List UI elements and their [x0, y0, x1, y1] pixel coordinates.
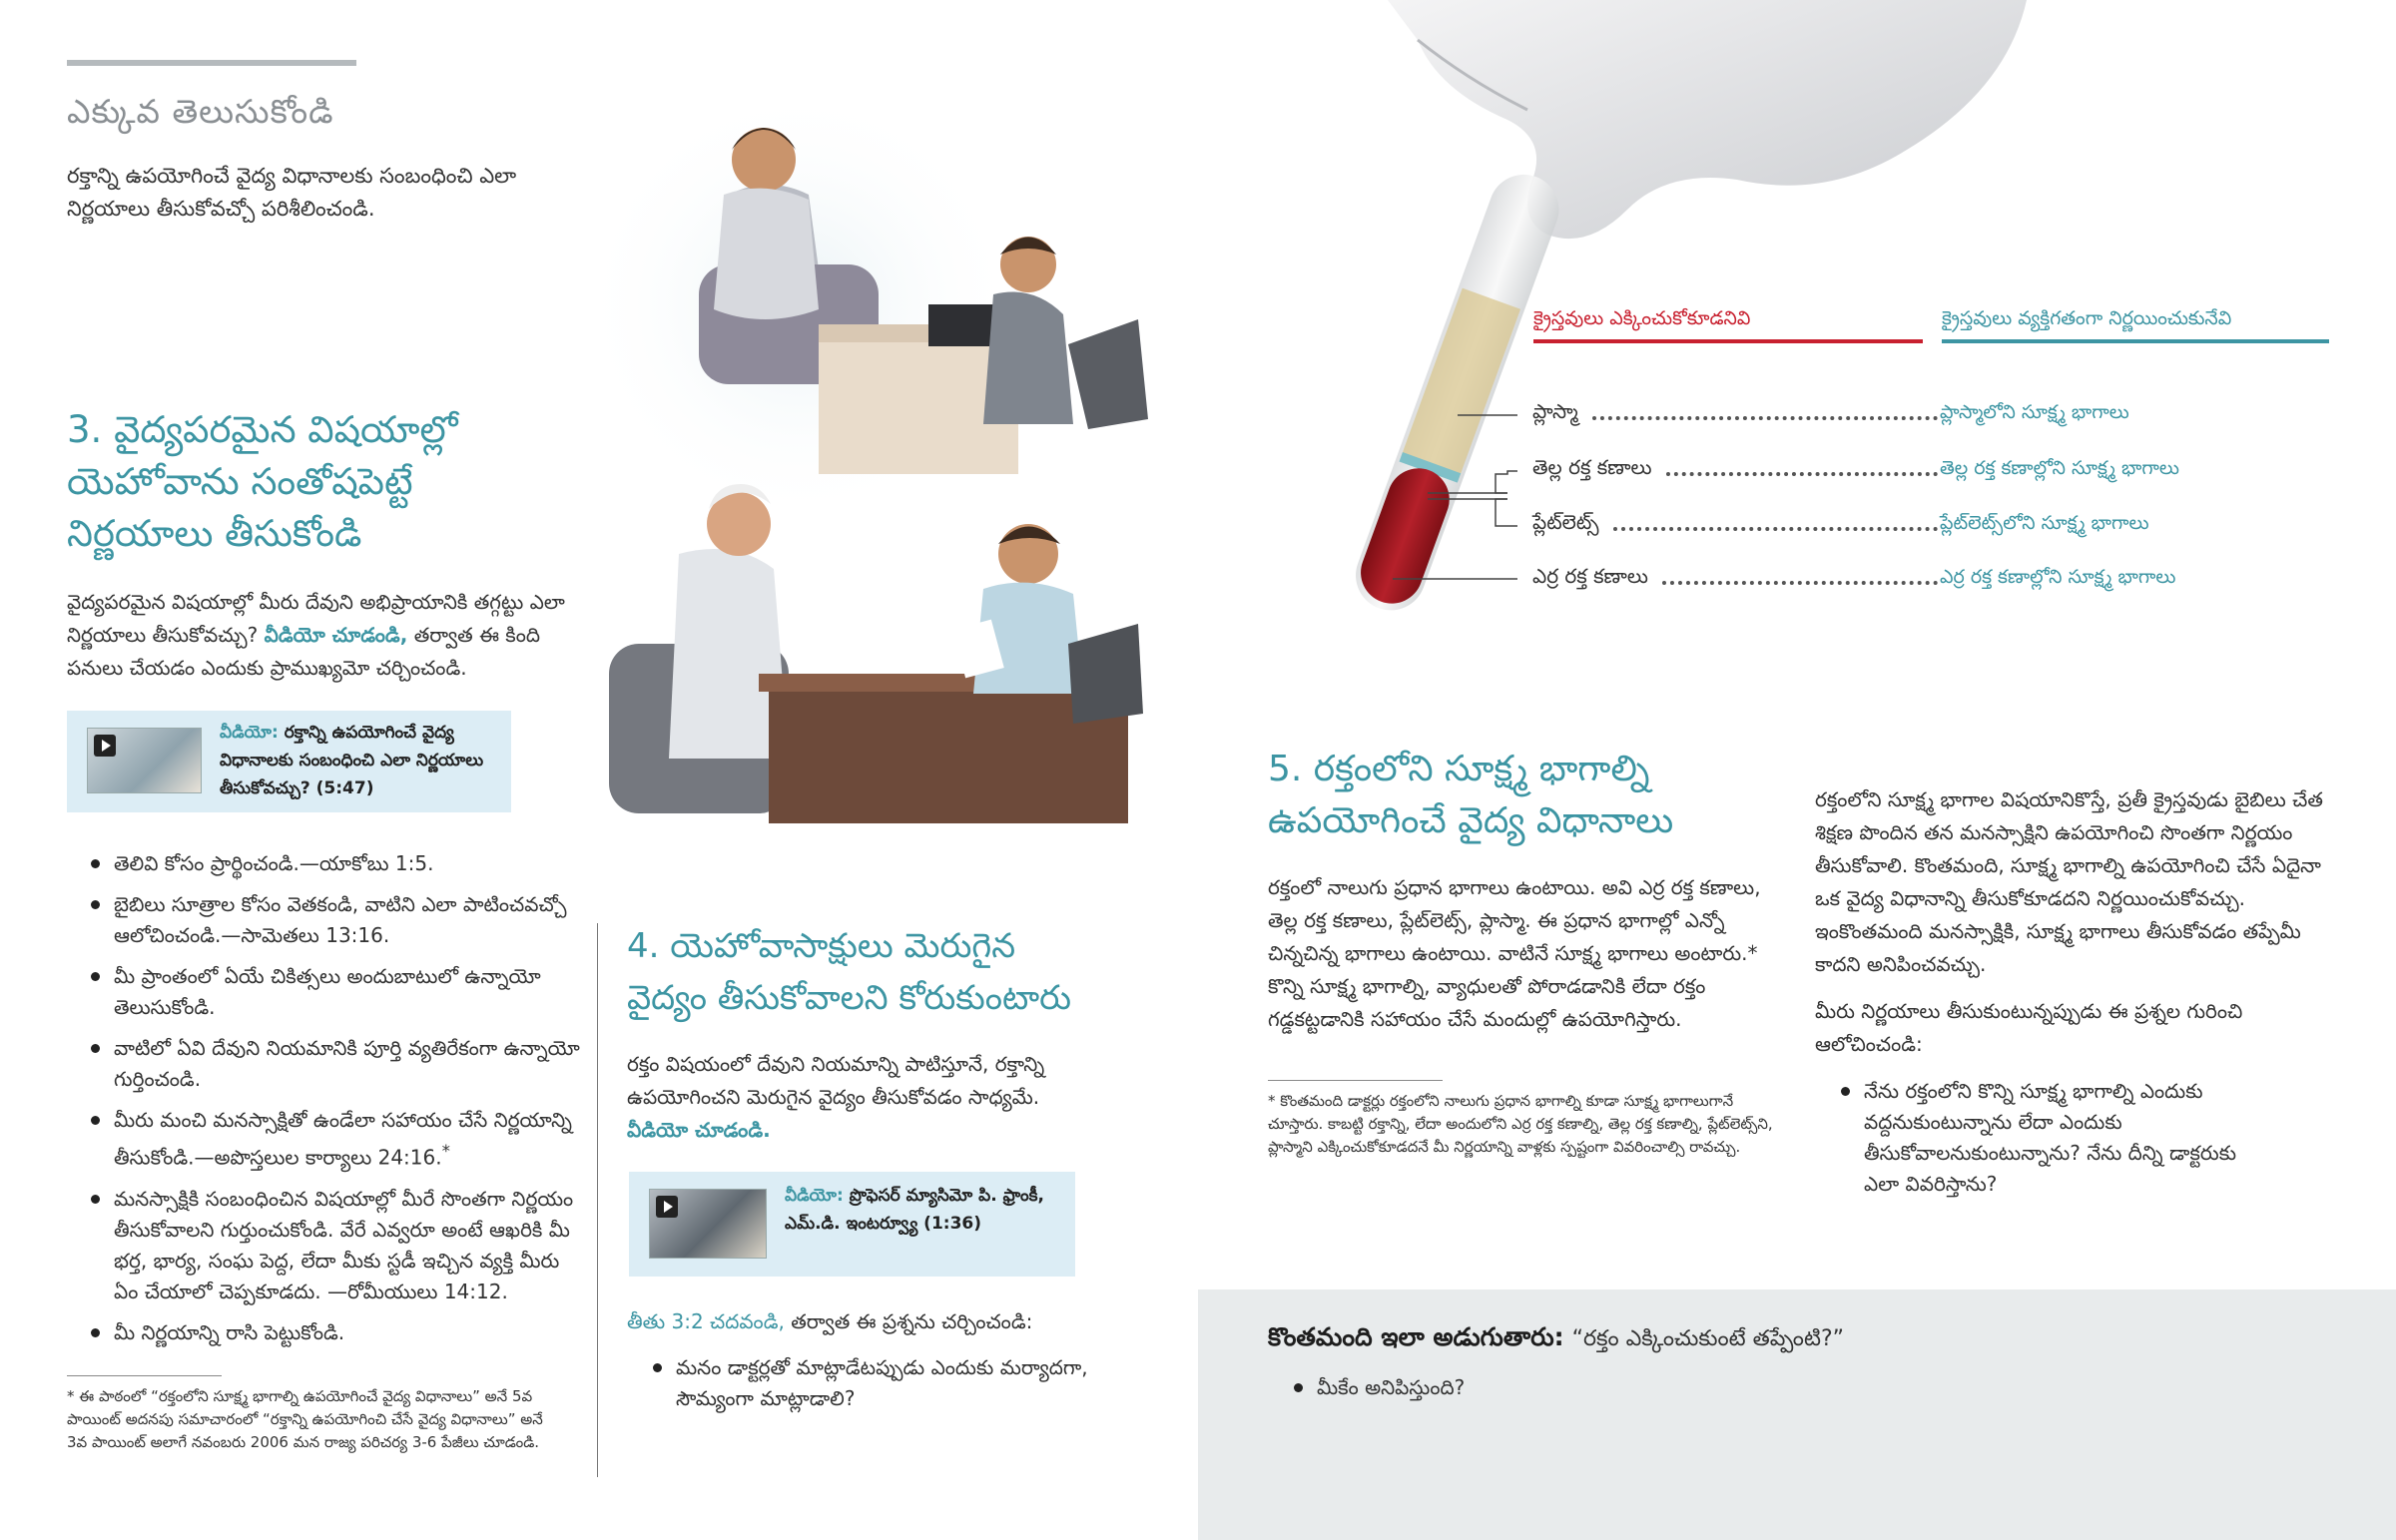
- list-item: నేను రక్తంలోని కొన్ని సూక్ష్మ భాగాల్ని ఎందుకు వద్దనుకుంటున్నాను లేదా ఎందుకు తీసుకోవాలనుకుంటున్నాను? నేను దీన్ని డాక్టరుకు ఎలా వివరిస్తాను?: [1817, 1076, 2276, 1200]
- some-ask-quote: “రక్తం ఎక్కించుకుంటే తప్పేంటి?”: [1571, 1326, 1845, 1351]
- section3-text: వైద్యపరమైన విషయాల్లో మీరు దేవుని అభిప్రాయానికి తగ్గట్టు ఎలా నిర్ణయాలు తీసుకోవచ్చు?: [67, 590, 565, 647]
- video-caption: [220, 719, 494, 802]
- list-item: [67, 1105, 586, 1174]
- video-thumbnail[interactable]: [87, 728, 202, 793]
- component-name: తెల్ల రక్త కణాలు: [1532, 455, 1652, 479]
- read-scripture-text: తర్వాత ఈ ప్రశ్నను చర్చించండి:: [791, 1309, 1033, 1333]
- some-ask-list: [1270, 1372, 1769, 1413]
- learn-more-heading: ఎక్కువ తెలుసుకోండి: [67, 92, 334, 131]
- watch-video-link[interactable]: వీడియో చూడండి.: [627, 1118, 771, 1142]
- video-title: రక్తాన్ని ఉపయోగించే వైద్య విధానాలకు సంబంధించి ఎలా నిర్ణయాలు తీసుకోవచ్చు?: [220, 723, 484, 798]
- section5-footnote: * కొంతమంది డాక్టర్లు రక్తంలోని నాలుగు ప్రధాన భాగాల్ని కూడా సూక్ష్మ భాగాలుగానే చూస్తారు. కాబట్టి రక్తాన్ని, లేదా అందులోని ఎర్ర రక్త కణాల్ని, తెల్ల రక్త కణాల్ని, ప్లేట్‌లెట్స్‌ని, ప్లాస్మాని ఎక్కించుకోకూడదనే మీ నిర్ణయాన్ని వాళ్లకు స్పష్టంగా వివరించాల్సి రావచ్చు.: [1268, 1092, 1773, 1156]
- table-row: [1532, 455, 1952, 484]
- table-row: [1532, 399, 1952, 428]
- read-scripture-link[interactable]: తీతు 3:2 చదవండి,: [627, 1309, 785, 1333]
- column-divider: [597, 923, 598, 1477]
- footnote-rule: [1268, 1080, 1443, 1081]
- list-item: వాటిలో ఏవి దేవుని నియమానికి పూర్తి వ్యతిరేకంగా ఉన్నాయో గుర్తించండి.: [67, 1033, 586, 1095]
- list-item: తెలివి కోసం ప్రార్థించండి.—యాకోబు 1:5.: [67, 848, 586, 879]
- section5-paragraph3: మీరు నిర్ణయాలు తీసుకుంటున్నప్పుడు ఈ ప్రశ్నల గురించి ఆలోచించండి:: [1815, 999, 2243, 1056]
- play-icon[interactable]: [94, 735, 116, 757]
- list-item: మీ నిర్ణయాన్ని రాసి పెట్టుకోండి.: [67, 1317, 586, 1348]
- table-header-right-rule: [1942, 339, 2329, 343]
- section4-heading-line2: వైద్యం తీసుకోవాలని కోరుకుంటారు: [627, 978, 1072, 1018]
- video-title: ప్రొఫెసర్ మ్యాసిమో పి. ఫ్రాంకీ, ఎమ్.డి. ఇంటర్వ్యూ: [785, 1186, 1044, 1234]
- footnote-mark: *: [441, 1142, 450, 1161]
- dot-leader: [1666, 472, 1938, 476]
- component-name: ఎర్ర రక్త కణాలు: [1532, 564, 1648, 588]
- read-scripture-line: [627, 1305, 1126, 1338]
- some-ask-label: కొంతమంది ఇలా అడుగుతారు:: [1268, 1322, 1564, 1351]
- video-thumbnail[interactable]: [649, 1189, 767, 1259]
- dot-leader: [1662, 581, 1938, 585]
- table-header-left: క్రైస్తవులు ఎక్కించుకోకూడనివి: [1533, 307, 1751, 329]
- doctor-consultation-illustration: [599, 85, 1168, 838]
- list-item: మనస్సాక్షికి సంబంధించిన విషయాల్లో మీరే సొంతగా నిర్ణయం తీసుకోవాలని గుర్తుంచుకోండి. వేరే ఎవ్వరూ అంటే ఆఖరికి మీ భర్త, భార్య, సంఘ పెద్ద, లేదా మీకు స్టడీ ఇచ్చిన వ్యక్తి మీరు ఏం చేయాలో చెప్పకూడదు. —రోమీయులు 14:12.: [67, 1184, 586, 1307]
- top-rule: [67, 60, 356, 66]
- section5-question-list: [1817, 1076, 2276, 1210]
- section3-heading-line3: నిర్ణయాలు తీసుకోండి: [67, 512, 362, 555]
- list-item: మీ ప్రాంతంలో ఏయే చికిత్సలు అందుబాటులో ఉన్నాయో తెలుసుకోండి.: [67, 961, 586, 1023]
- section3-heading-line2: యెహోవాను సంతోషపెట్టే: [67, 460, 413, 503]
- section4-question-list: [629, 1352, 1148, 1424]
- fraction-name: ప్లాస్మాలోని సూక్ష్మ భాగాలు: [1940, 401, 2129, 423]
- list-item: మీకేం అనిపిస్తుంది?: [1270, 1372, 1769, 1403]
- some-ask-line: [1268, 1322, 2266, 1358]
- component-name: ప్లేట్‌లెట్స్: [1532, 510, 1599, 534]
- video-box-section4[interactable]: [629, 1172, 1075, 1277]
- section4-paragraph: [627, 1048, 1106, 1147]
- table-header-right: క్రైస్తవులు వ్యక్తిగతంగా నిర్ణయించుకునేవి: [1942, 307, 2232, 329]
- video-duration: (1:36): [923, 1214, 981, 1234]
- section3-heading-line1: 3. వైద్యపరమైన విషయాల్లో: [67, 408, 458, 451]
- list-item: మనం డాక్టర్లతో మాట్లాడేటప్పుడు ఎందుకు మర్యాదగా, సౌమ్యంగా మాట్లాడాలి?: [629, 1352, 1148, 1414]
- dot-leader: [1613, 527, 1938, 531]
- section4-text: రక్తం విషయంలో దేవుని నియమాన్ని పాటిస్తూనే, రక్తాన్ని ఉపయోగించని మెరుగైన వైద్యం తీసుకోవడం సాధ్యమే.: [627, 1052, 1045, 1109]
- table-header-left-rule: [1533, 339, 1923, 343]
- section5-heading-line1: 5. రక్తంలోని సూక్ష్మ భాగాల్ని: [1268, 749, 1650, 789]
- section5-heading: [1268, 744, 1827, 847]
- list-item-text: మీరు మంచి మనస్సాక్షితో ఉండేలా సహాయం చేసే నిర్ణయాన్ని తీసుకోండి.—అపొస్తలుల కార్యాలు 24:16.: [114, 1108, 572, 1170]
- play-icon[interactable]: [656, 1196, 678, 1218]
- watch-video-link[interactable]: వీడియో చూడండి,: [264, 623, 408, 647]
- video-box-section3[interactable]: [67, 711, 511, 812]
- table-row: [1532, 510, 1952, 539]
- section5-paragraph2: రక్తంలోని సూక్ష్మ భాగాల విషయానికొస్తే, ప్రతీ క్రైస్తవుడు బైబిలు చేత శిక్షణ పొందిన తన మనస్సాక్షిని ఉపయోగించి సొంతగా నిర్ణయం తీసుకోవాలి. కొంతమంది, సూక్ష్మ భాగాల్ని ఉపయోగించి చేసే ఏదైనా ఒక వైద్య విధానాన్ని తీసుకోకూడదని నిర్ణయించుకోవచ్చు. ఇంకొంతమంది మనస్సాక్షికి, సూక్ష్మ భాగాలు తీసుకోవడం తప్పేమీ కాదని అనిపించవచ్చు.: [1815, 787, 2323, 976]
- fraction-name: ఎర్ర రక్త కణాల్లోని సూక్ష్మ భాగాలు: [1940, 566, 2176, 588]
- video-caption: [785, 1182, 1054, 1238]
- video-label: వీడియో:: [220, 723, 279, 743]
- section3-bullet-list: [67, 848, 586, 1358]
- learn-more-intro: రక్తాన్ని ఉపయోగించే వైద్య విధానాలకు సంబంధించి ఎలా నిర్ణయాలు తీసుకోవచ్చో పరిశీలించండి.: [67, 164, 517, 221]
- fraction-name: తెల్ల రక్త కణాల్లోని సూక్ష్మ భాగాలు: [1940, 457, 2179, 479]
- section3-heading: [67, 404, 586, 560]
- section3-text-after: తర్వాత ఈ కింది పనులు చేయడం ఎందుకు ప్రాముఖ్యమో చర్చించండి.: [67, 623, 541, 680]
- table-row: [1532, 564, 1952, 593]
- section3-paragraph: [67, 586, 586, 685]
- section4-heading: [627, 920, 1186, 1024]
- section5-heading-line2: ఉపయోగించే వైద్య విధానాలు: [1268, 800, 1674, 841]
- component-name: ప్లాస్మా: [1532, 399, 1578, 423]
- list-item: బైబిలు సూత్రాల కోసం వెతకండి, వాటిని ఎలా పాటించవచ్చో ఆలోచించండి.—సామెతలు 13:16.: [67, 889, 586, 951]
- video-label: వీడియో:: [785, 1186, 844, 1206]
- section5-paragraph1: రక్తంలో నాలుగు ప్రధాన భాగాలు ఉంటాయి. అవి ఎర్ర రక్త కణాలు, తెల్ల రక్త కణాలు, ప్లేట్‌లెట్స్, ప్లాస్మా. ఈ ప్రధాన భాగాల్లో ఎన్నో చిన్నచిన్న భాగాలు ఉంటాయి. వాటినే సూక్ష్మ భాగాలు అంటారు.* కొన్ని సూక్ష్మ భాగాల్ని, వ్యాధులతో పోరాడడానికి లేదా రక్తం గడ్డకట్టడానికి సహాయం చేసే మందుల్లో ఉపయోగిస్తారు.: [1268, 875, 1761, 1031]
- fraction-name: ప్లేట్‌లెట్స్‌లోని సూక్ష్మ భాగాలు: [1940, 512, 2149, 534]
- video-duration: (5:47): [315, 778, 374, 798]
- dot-leader: [1592, 416, 1938, 420]
- footnote-rule: [67, 1375, 222, 1376]
- section3-footnote: * ఈ పాఠంలో “రక్తంలోని సూక్ష్మ భాగాల్ని ఉపయోగించే వైద్య విధానాలు” అనే 5వ పాయింట్ అదనపు సమాచారంలో “రక్తాన్ని ఉపయోగించి చేసే వైద్య విధానాలు” అనే 3వ పాయింట్ అలాగే నవంబరు 2006 మన రాజ్య పరిచర్య 3-6 పేజీలు చూడండి.: [67, 1387, 543, 1451]
- section4-heading-line1: 4. యెహోవాసాక్షులు మెరుగైన: [627, 926, 1016, 966]
